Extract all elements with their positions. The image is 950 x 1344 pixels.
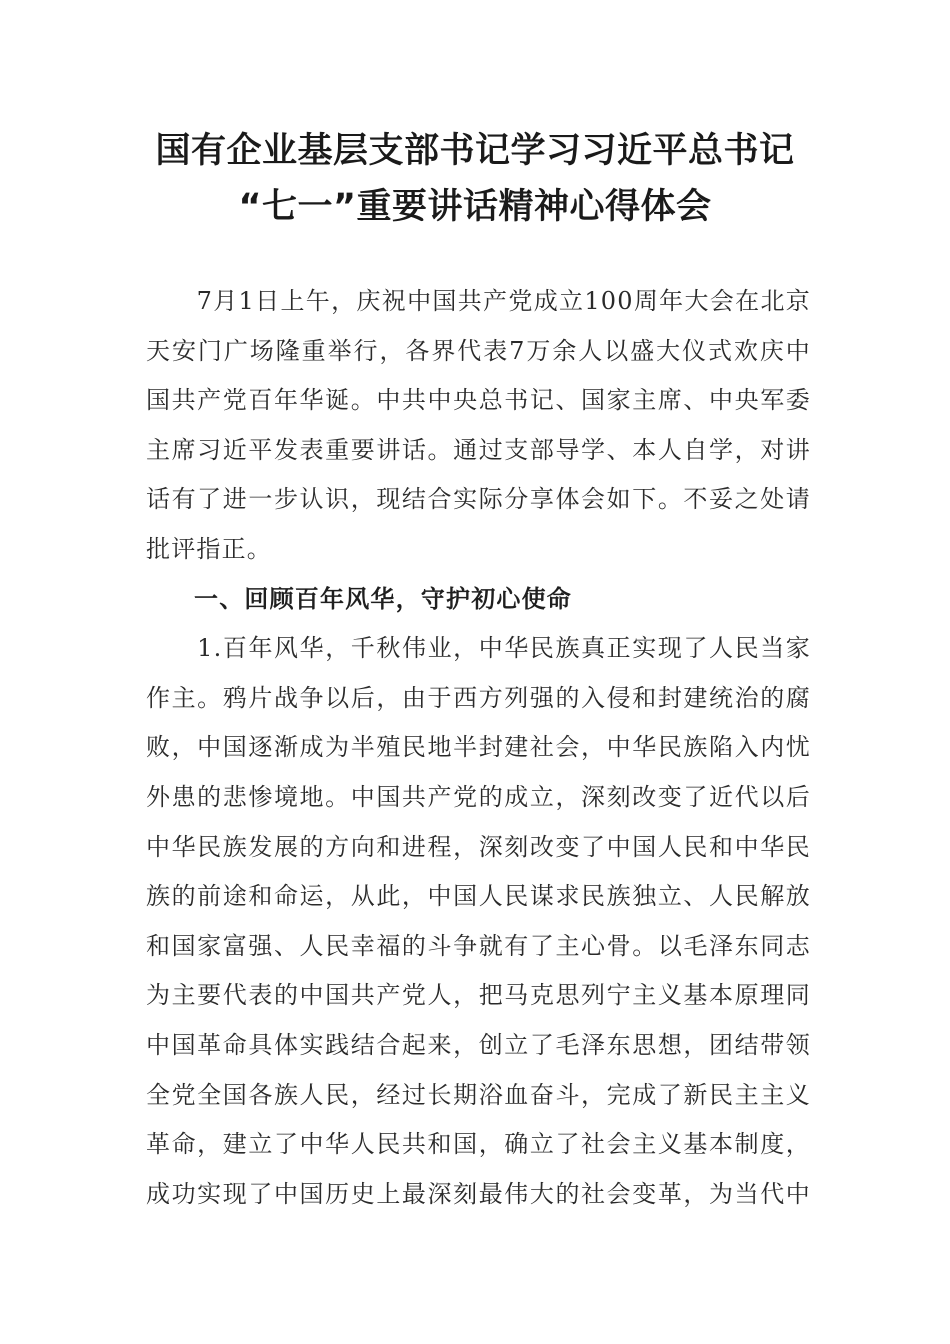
paragraph-line: 中国革命具体实践结合起来，创立了毛泽东思想，团结带领 [146, 1030, 811, 1059]
paragraph-line: 中华民族发展的方向和进程，深刻改变了中国人民和中华民 [146, 832, 811, 861]
document-title-line-2: “七一”重要讲话精神心得体会 [238, 187, 712, 227]
paragraph-line: 作主。鸦片战争以后，由于西方列强的入侵和封建统治的腐 [146, 683, 811, 712]
paragraph-line: 7月1日上午，庆祝中国共产党成立100周年大会在北京 [146, 287, 811, 315]
paragraph-line: 1.百年风华，千秋伟业，中华民族真正实现了人民当家 [146, 634, 811, 663]
paragraph-line: 天安门广场隆重举行，各界代表7万余人以盛大仪式欢庆中 [146, 336, 811, 365]
paragraph-line: 革命，建立了中华人民共和国，确立了社会主义基本制度， [146, 1130, 811, 1159]
paragraph-line: 族的前途和命运，从此，中国人民谋求民族独立、人民解放 [146, 882, 811, 911]
paragraph-line: 批评指正。 [146, 534, 272, 563]
paragraph-line: 全党全国各族人民，经过长期浴血奋斗，完成了新民主主义 [146, 1080, 811, 1109]
paragraph-line: 国共产党百年华诞。中共中央总书记、国家主席、中央军委 [146, 386, 811, 415]
paragraph-line: 外患的悲惨境地。中国共产党的成立，深刻改变了近代以后 [146, 782, 811, 811]
paragraph-line: 话有了进一步认识，现结合实际分享体会如下。不妥之处请 [146, 485, 811, 514]
paragraph-line: 为主要代表的中国共产党人，把马克思列宁主义基本原理同 [146, 981, 811, 1010]
document-title-line-1: 国有企业基层支部书记学习习近平总书记 [155, 131, 795, 171]
paragraph-line: 和国家富强、人民幸福的斗争就有了主心骨。以毛泽东同志 [146, 931, 811, 960]
paragraph-line: 主席习近平发表重要讲话。通过支部导学、本人自学，对讲 [146, 435, 811, 464]
paragraph-line: 成功实现了中国历史上最深刻最伟大的社会变革，为当代中 [146, 1179, 811, 1208]
section-heading: 一、回顾百年风华，守护初心使命 [194, 584, 572, 613]
document-body [146, 277, 811, 1219]
paragraph-line: 败，中国逐渐成为半殖民地半封建社会，中华民族陷入内忧 [146, 733, 811, 762]
